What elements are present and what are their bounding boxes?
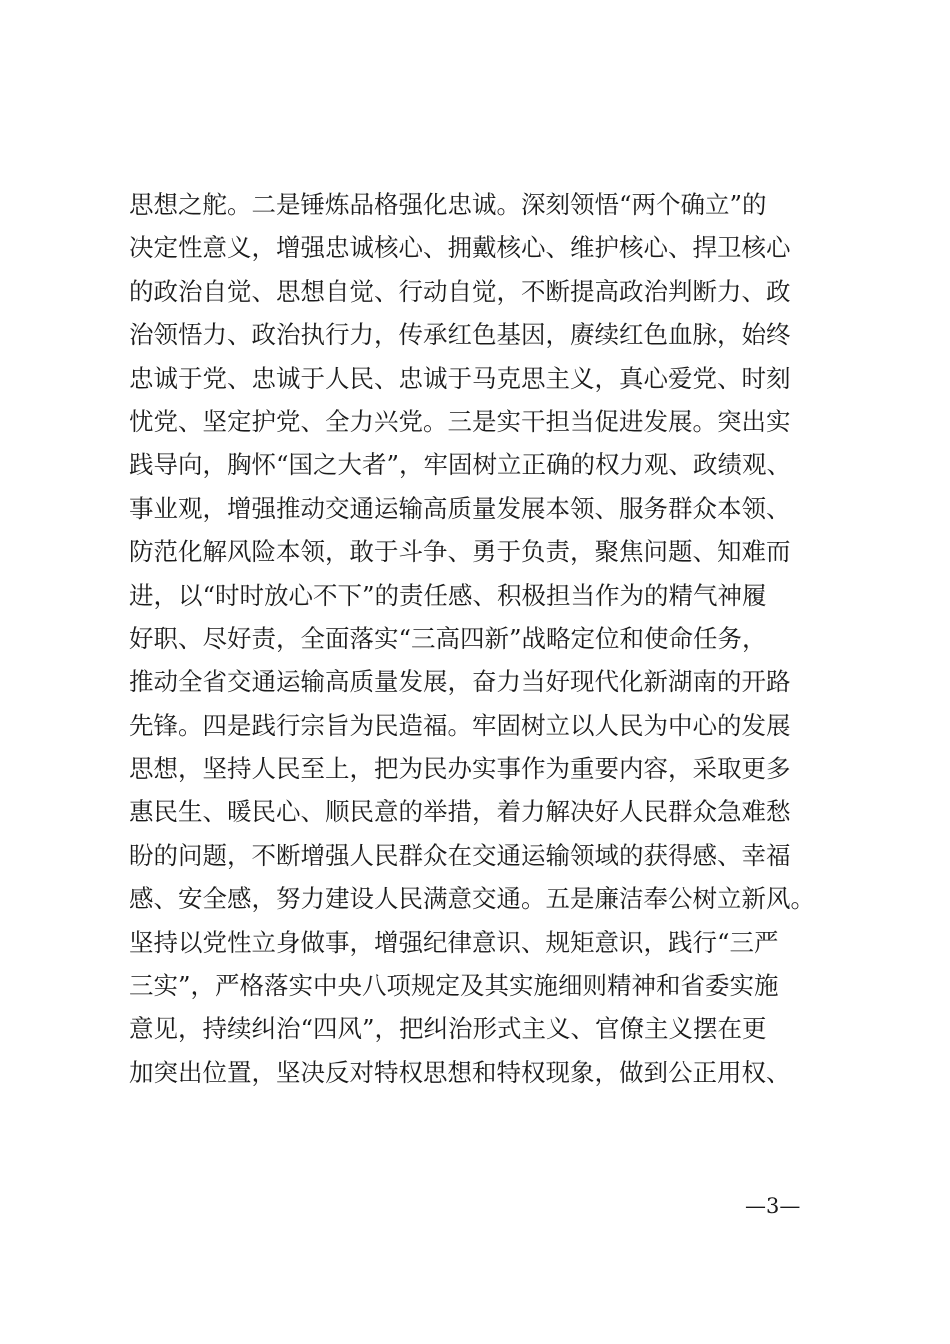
text-line: 治领悟力、政治执行力，传承红色基因，赓续红色血脉，始终 [129, 320, 791, 350]
text-line: 盼的问题，不断增强人民群众在交通运输领域的获得感、幸福 [129, 840, 791, 870]
text-line: 进，以“时时放心不下”的责任感、积极担当作为的精气神履 [129, 580, 767, 610]
text-line: 感、安全感，努力建设人民满意交通。五是廉洁奉公树立新风。 [129, 884, 815, 914]
text-line: 践导向，胸怀“国之大者”，牢固树立正确的权力观、政绩观、 [129, 450, 792, 480]
text-line: 推动全省交通运输高质量发展，奋力当好现代化新湖南的开路 [129, 667, 791, 697]
text-line: 防范化解风险本领，敢于斗争、勇于负责，聚焦问题、知难而 [129, 537, 791, 567]
text-line: 决定性意义，增强忠诚核心、拥戴核心、维护核心、捍卫核心 [129, 233, 791, 263]
text-line: 先锋。四是践行宗旨为民造福。牢固树立以人民为中心的发展 [129, 710, 791, 740]
text-line: 加突出位置，坚决反对特权思想和特权现象，做到公正用权、 [129, 1057, 791, 1087]
text-line: 坚持以党性立身做事，增强纪律意识、规矩意识，践行“三严 [129, 927, 779, 957]
text-line: 的政治自觉、思想自觉、行动自觉，不断提高政治判断力、政 [129, 276, 791, 306]
text-line: 忠诚于党、忠诚于人民、忠诚于马克思主义，真心爱党、时刻 [129, 363, 791, 393]
text-line: 惠民生、暖民心、顺民意的举措，着力解决好人民群众急难愁 [129, 797, 791, 827]
page-number: —3— [745, 1194, 801, 1218]
text-line: 三实”，严格落实中央八项规定及其实施细则精神和省委实施 [129, 971, 779, 1001]
body-text [129, 183, 849, 1094]
text-line: 思想，坚持人民至上，把为民办实事作为重要内容，采取更多 [129, 754, 791, 784]
text-line: 忧党、坚定护党、全力兴党。三是实干担当促进发展。突出实 [129, 406, 791, 436]
text-line: 意见，持续纠治“四风”，把纠治形式主义、官僚主义摆在更 [129, 1014, 767, 1044]
text-line: 事业观，增强推动交通运输高质量发展本领、服务群众本领、 [129, 493, 791, 523]
text-line: 好职、尽好责，全面落实“三高四新”战略定位和使命任务， [129, 623, 767, 653]
text-line: 思想之舵。二是锤炼品格强化忠诚。深刻领悟“两个确立”的 [129, 190, 767, 219]
